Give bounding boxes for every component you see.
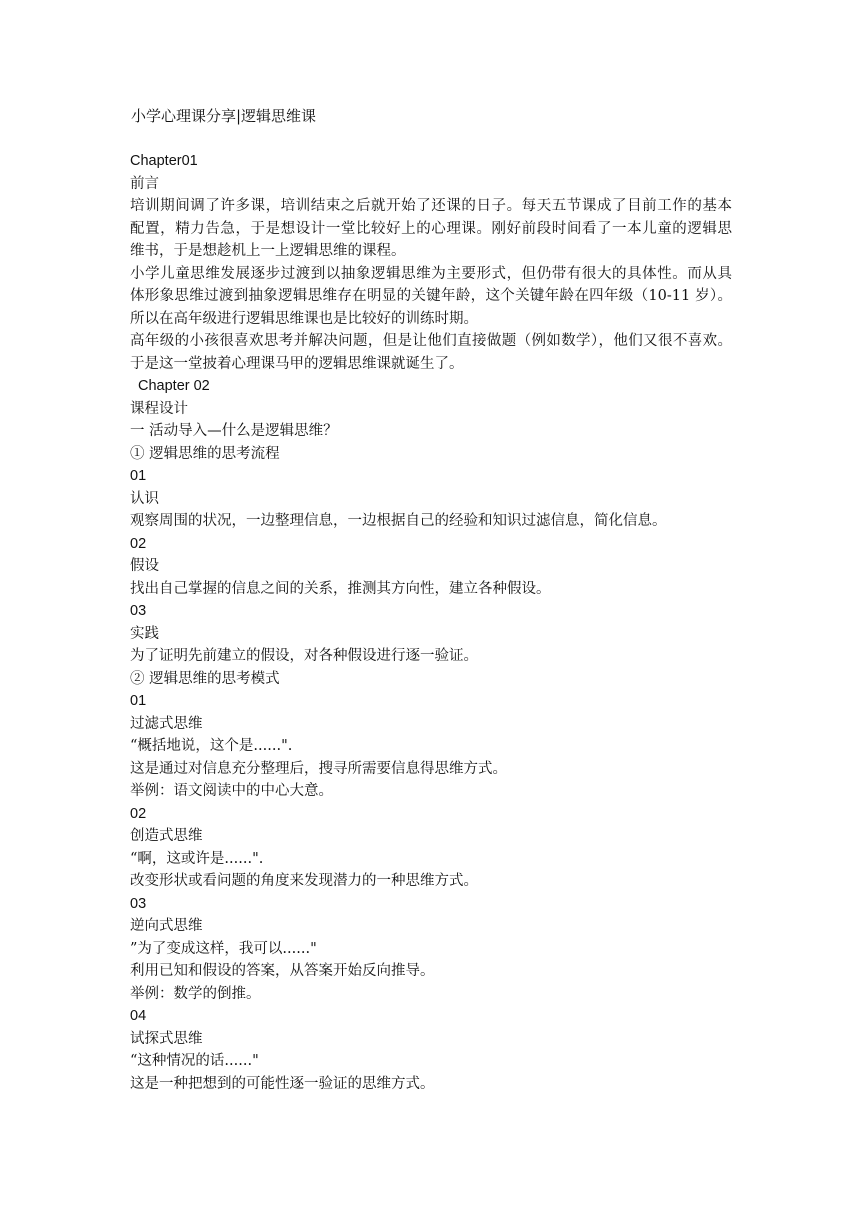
mode-quote: “啊，这或许是......". — [130, 850, 264, 867]
mode-number: 04 — [130, 1008, 147, 1024]
mode-description: 这是一种把想到的可能性逐一验证的思维方式。 — [130, 1075, 435, 1092]
mode-title: 试探式思维 — [130, 1030, 203, 1047]
mode-number: 03 — [130, 895, 147, 912]
step-title: 假设 — [130, 558, 159, 574]
section-heading: 前言 — [130, 175, 159, 192]
step-description: 为了证明先前建立的假设，对各种假设进行逐一验证。 — [130, 648, 478, 664]
step-title: 实践 — [130, 625, 159, 642]
mode-example: 举例：数学的倒推。 — [130, 985, 261, 1002]
mode-number: 01 — [130, 693, 147, 709]
mode-quote: ”为了变成这样，我可以......" — [130, 940, 317, 957]
mode-description: 利用已知和假设的答案，从答案开始反向推导。 — [130, 963, 435, 979]
step-number: 03 — [130, 603, 147, 619]
mode-title: 创造式思维 — [130, 828, 203, 844]
mode-example: 举例：语文阅读中的中心大意。 — [130, 783, 333, 799]
paragraph-line: 于是这一堂披着心理课马甲的逻辑思维课就诞生了。 — [130, 355, 464, 372]
paragraph-line: 小学儿童思维发展逐步过渡到以抽象逻辑思维为主要形式，但仍带有很大的具体性。而从具 — [130, 265, 732, 282]
chapter-heading: Chapter01 — [130, 153, 198, 169]
step-title: 认识 — [130, 490, 159, 507]
paragraph-line: 培训期间调了许多课，培训结束之后就开始了还课的日子。每天五节课成了目前工作的基本 — [130, 198, 732, 214]
paragraph-line: 维书，于是想趁机上一上逻辑思维的课程。 — [130, 243, 406, 259]
document-title: 小学心理课分享|逻辑思维课 — [131, 107, 317, 125]
mode-quote: “概括地说，这个是......". — [130, 738, 293, 754]
mode-title: 过滤式思维 — [130, 715, 203, 732]
document-body — [130, 150, 732, 1095]
numbered-heading: ① 逻辑思维的思考流程 — [130, 445, 280, 462]
chapter-heading: Chapter 02 — [138, 378, 210, 394]
paragraph-line: 配置，精力告急，于是想设计一堂比较好上的心理课。刚好前段时间看了一本儿童的逻辑思 — [130, 220, 732, 237]
numbered-heading: ② 逻辑思维的思考模式 — [130, 670, 280, 687]
step-description: 找出自己掌握的信息之间的关系，推测其方向性，建立各种假设。 — [130, 580, 551, 597]
mode-description: 这是通过对信息充分整理后，搜寻所需要信息得思维方式。 — [130, 760, 507, 777]
section-heading: 课程设计 — [130, 400, 188, 417]
paragraph-line: 高年级的小孩很喜欢思考并解决问题，但是让他们直接做题（例如数学），他们又很不喜欢。 — [130, 333, 732, 349]
paragraph-line: 所以在高年级进行逻辑思维课也是比较好的训练时期。 — [130, 310, 478, 327]
mode-description: 改变形状或看问题的角度来发现潜力的一种思维方式。 — [130, 873, 478, 889]
step-number: 02 — [130, 535, 147, 552]
step-number: 01 — [130, 468, 147, 484]
mode-number: 02 — [130, 805, 147, 822]
step-description: 观察周围的状况，一边整理信息，一边根据自己的经验和知识过滤信息，简化信息。 — [130, 513, 667, 529]
mode-quote: “这种情况的话......" — [130, 1053, 259, 1069]
paragraph-line: 体形象思维过渡到抽象逻辑思维存在明显的关键年龄，这个关键年龄在四年级（10-11 岁）。 — [130, 288, 732, 304]
subsection-heading: 一 活动导入—什么是逻辑思维？ — [130, 423, 338, 439]
mode-title: 逆向式思维 — [130, 918, 203, 934]
